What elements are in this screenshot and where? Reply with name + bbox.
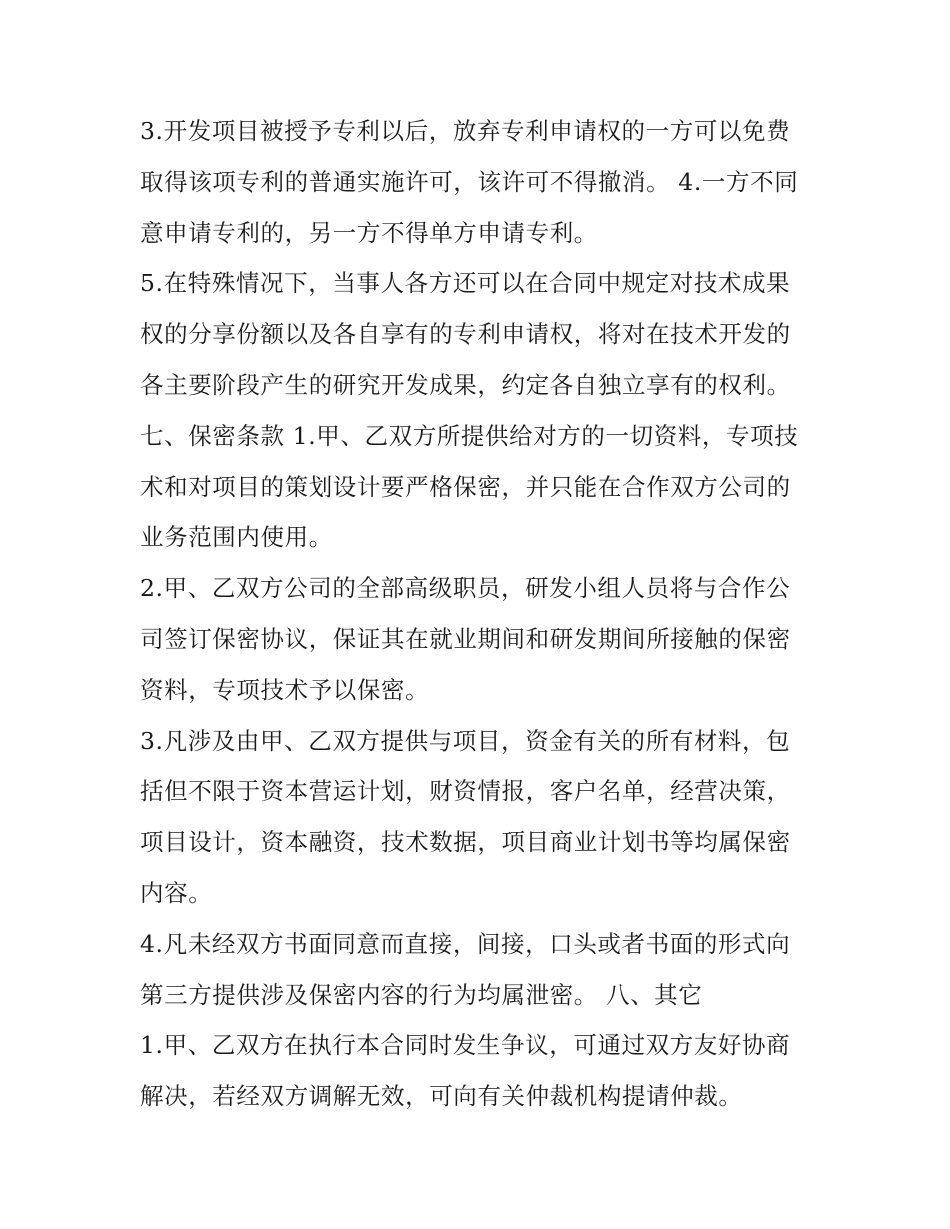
- text-line: 项目设计，资本融资，技术数据，项目商业计划书等均属保密: [140, 828, 791, 857]
- text-line: 第三方提供涉及保密内容的行为均属泄密。 八、其它: [140, 980, 703, 1009]
- paragraph-confidentiality-1: [140, 411, 820, 563]
- document-body: [140, 106, 820, 1122]
- text-line: 内容。: [140, 878, 213, 907]
- text-line: 权的分享份额以及各自享有的专利申请权，将对在技术开发的: [140, 320, 791, 349]
- paragraph-confidentiality-4: [140, 919, 820, 1021]
- paragraph-special-cases: [140, 258, 820, 410]
- paragraph-confidentiality-2: [140, 563, 820, 715]
- text-line: 取得该项专利的普通实施许可，该许可不得撤消。 4.一方不同: [140, 167, 799, 196]
- text-line: 3.凡涉及由甲、乙双方提供与项目，资金有关的所有材料，包: [140, 726, 791, 755]
- text-line: 司签订保密协议，保证其在就业期间和研发期间所接触的保密: [140, 624, 791, 653]
- paragraph-confidentiality-3: [140, 716, 820, 919]
- text-line: 各主要阶段产生的研究开发成果，约定各自独立享有的权利。: [140, 370, 791, 399]
- text-line: 3.开发项目被授予专利以后，放弃专利申请权的一方可以免费: [140, 117, 791, 145]
- text-line: 2.甲、乙双方公司的全部高级职员，研发小组人员将与合作公: [140, 574, 791, 603]
- text-line: 术和对项目的策划设计要严格保密，并只能在合作双方公司的: [140, 472, 791, 501]
- text-line: 解决，若经双方调解无效，可向有关仲裁机构提请仲裁。: [140, 1082, 743, 1111]
- text-line: 意申请专利的，另一方不得单方申请专利。: [140, 218, 598, 247]
- text-line: 括但不限于资本营运计划，财资情报，客户名单，经营决策，: [140, 777, 791, 806]
- paragraph-patent-license: [140, 106, 820, 258]
- text-line: 4.凡未经双方书面同意而直接，间接，口头或者书面的形式向: [140, 929, 791, 958]
- text-line: 5.在特殊情况下，当事人各方还可以在合同中规定对技术成果: [140, 269, 791, 298]
- text-line: 七、保密条款 1.甲、乙双方所提供给对方的一切资料，专项技: [140, 421, 799, 450]
- text-line: 业务范围内使用。: [140, 523, 333, 552]
- text-line: 1.甲、乙双方在执行本合同时发生争议，可通过双方友好协商: [140, 1031, 791, 1060]
- text-line: 资料，专项技术予以保密。: [140, 675, 430, 704]
- paragraph-dispute: [140, 1020, 820, 1122]
